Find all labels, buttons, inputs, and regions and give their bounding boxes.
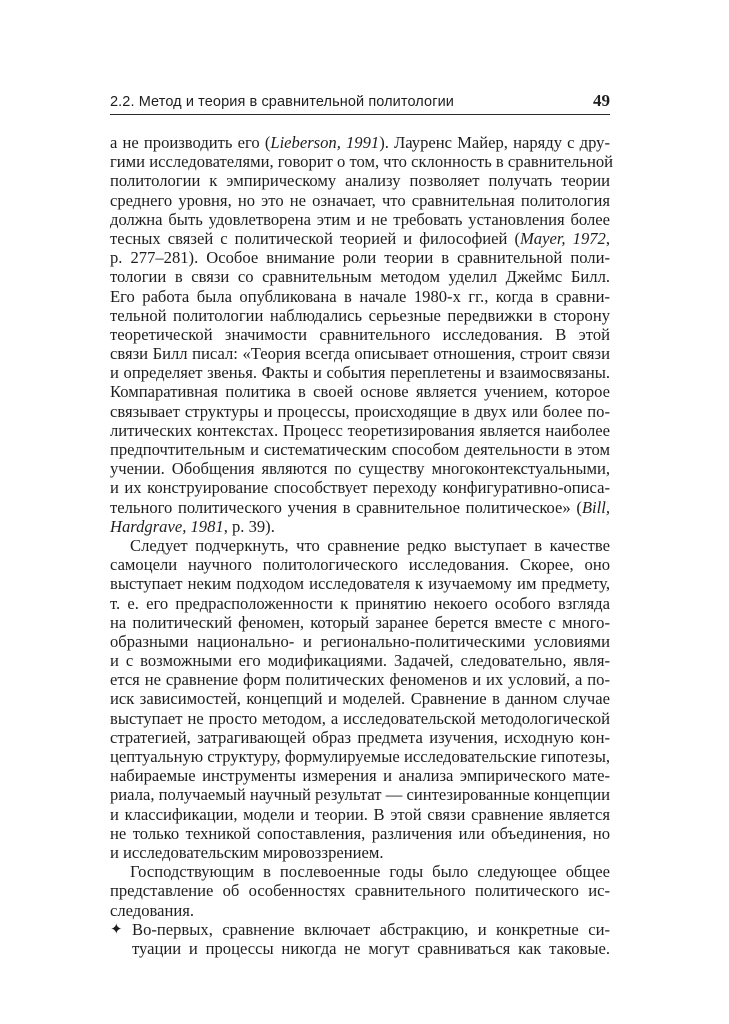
header-rule [110, 114, 610, 115]
text-line: цептуальную структуру, формулируемые исследовательские гипотезы, [110, 747, 610, 766]
text-line: и с возможными его модификациями. Задачей, следовательно, явля- [110, 651, 610, 671]
text-line: и определяет звенья. Факты и события переплетены и взаимосвязаны. [110, 363, 610, 383]
text-line: иск зависимостей, концепций и моделей. Сравнение в данном случае [110, 689, 610, 709]
text-line: Компаративная политика в своей основе является учением, которое [110, 382, 610, 402]
text-line: Hardgrave, 1981, p. 39). [110, 516, 275, 536]
paragraph-1 [110, 133, 614, 536]
text-line: т. е. его предрасположенности к принятию некоего особого взгляда [110, 593, 610, 613]
text-line: не только техникой сопоставления, различения или объединения, но [110, 823, 610, 843]
text-line: выступает неким подходом исследователя к изучаемому им предмету, [110, 574, 610, 594]
text-line: стратегией, затрагивающей образ предмета изучения, исходную кон- [110, 727, 610, 747]
text-line: Следует подчеркнуть, что сравнение редко выступает в качестве [130, 535, 610, 555]
citation-hardgrave: Hardgrave, 1981 [110, 516, 224, 536]
text-line: литических контекстах. Процесс теоретизирования является наиболее [110, 420, 610, 440]
text-line: а не производить его (Lieberson, 1991). Лауренс Майер, наряду с дру- [110, 133, 610, 152]
text-line: Во-первых, сравнение включает абстракцию, и конкретные си- [132, 919, 610, 939]
text-line: и их конструирование способствует переходу конфигуративно-описа- [110, 478, 610, 498]
citation-mayer: Mayer, 1972 [519, 228, 606, 248]
text-line: следования. [110, 900, 195, 920]
text-line: риала, получаемый научный результат — синтезированные концепции [110, 785, 610, 805]
text-line: учении. Обобщения являются по существу многоконтекстуальными, [110, 459, 610, 479]
text-line: тельного политического учения в сравнительное политическое» (Bill, [110, 497, 610, 517]
running-header [110, 88, 610, 114]
text-line: связи Билл писал: «Теория всегда описывает отношения, строит связи [110, 344, 610, 364]
text-line: и классификации, модели и теории. В этой связи сравнение является [110, 804, 610, 824]
text-line: образными национально- и регионально-политическими условиями [110, 631, 610, 651]
text-line: политологии к эмпирическому анализу позволяет получать теории [110, 171, 610, 191]
citation-bill: Bill, [581, 497, 610, 517]
text-line: среднего уровня, но это не означает, что сравнительная политология [110, 190, 610, 210]
text-line: представление об особенностях сравнительного политического ис- [110, 881, 610, 901]
text-line: и исследовательским мировоззрением. [110, 842, 384, 862]
paragraph-3 [110, 862, 610, 920]
text-line: Его работа была опубликована в начале 1980-х гг., когда в сравни- [110, 286, 610, 306]
text-line: Господствующим в послевоенные годы было следующее общее [130, 862, 610, 882]
text-line: самоцели научного политологического исследования. Скорее, оно [110, 555, 610, 575]
text-line: p. 277–281). Особое внимание роли теории в сравнительной поли- [110, 248, 610, 268]
text-line: должна быть удовлетворена этим и не требовать установления более [110, 209, 610, 229]
paragraph-2 [110, 536, 610, 862]
text-line: гими исследователями, говорит о том, что склонность в сравнительной [110, 152, 614, 172]
body-text [110, 133, 614, 958]
citation-lieberson: Lieberson, 1991 [270, 133, 380, 152]
text-line: связывает структуры и процессы, происходящие в двух или более по- [110, 401, 610, 421]
text-line: тельной политологии наблюдались серьезные передвижки в сторону [110, 305, 610, 325]
text-line: тесных связей с политической теорией и философией (Mayer, 1972, [110, 228, 610, 248]
running-header-title: 2.2. Метод и теория в сравнительной политологии [110, 94, 454, 110]
text-line: тологии в связи со сравнительным методом уделил Джеймс Билл. [110, 267, 610, 287]
text-line: туации и процессы никогда не могут сравниваться как таковые. [132, 938, 610, 958]
page-number: 49 [593, 91, 610, 110]
text-line: выступает не просто методом, а исследовательской методологической [110, 708, 610, 728]
text-line: предпочтительным и систематическим способом деятельности в этом [110, 440, 610, 459]
star-bullet-icon: ✦ [110, 919, 123, 938]
text-line: ется не сравнение форм политических феноменов и их условий, а по- [110, 670, 610, 690]
text-line: на политический феномен, который заранее берется вместе с много- [110, 612, 610, 632]
text-line: набираемые инструменты измерения и анализа эмпирического мате- [110, 766, 610, 786]
text-line: теоретической значимости сравнительного исследования. В этой [110, 324, 610, 344]
bullet-item-1 [110, 920, 610, 958]
